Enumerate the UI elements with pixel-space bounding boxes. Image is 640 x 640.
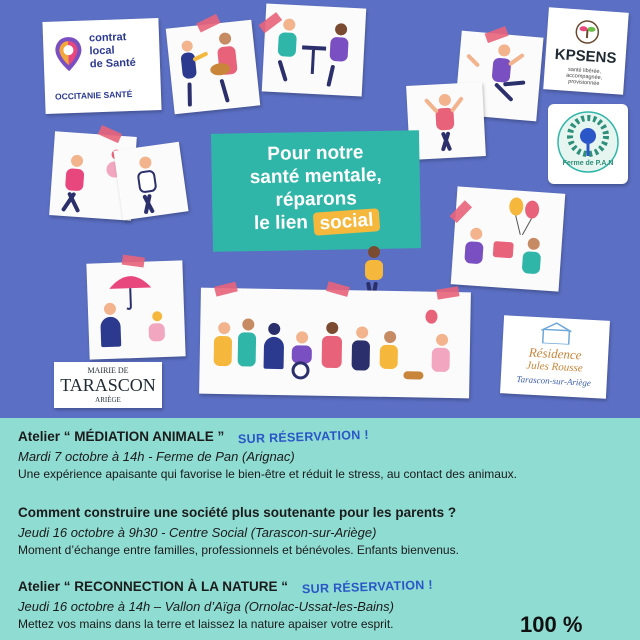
mairie-de-tarascon-logo (54, 362, 162, 408)
photo-card-musicians (166, 20, 261, 115)
headline-highlight: social (312, 208, 379, 236)
kpsens-tagline: santé libérée, accompagnée, provisionnée (565, 66, 603, 88)
kpsens-name: KPSENS (554, 45, 617, 68)
balloon-icon (424, 310, 438, 328)
reservation-badge: SUR RÉSERVATION ! (238, 427, 370, 447)
headline-line1: Pour notre (267, 142, 364, 165)
photo-card-crowd (199, 288, 471, 399)
residence-line2: Jules Rousse (525, 359, 584, 375)
photo-card-cafe (262, 3, 366, 96)
cls-line3: de Santé (89, 56, 136, 71)
mairie-line2: TARASCON (60, 375, 156, 395)
event-when: Jeudi 16 octobre à 14h – Vallon d’Aïga (Ornolac-Ussat-les-Bains) (18, 599, 394, 614)
building-icon (539, 321, 574, 345)
photo-card-kids-standing (113, 142, 188, 221)
event-when: Mardi 7 octobre à 14h - Ferme de Pan (Arignac) (18, 449, 295, 464)
photo-card-umbrella (86, 260, 185, 359)
residence-jules-rousse-logo (500, 315, 610, 398)
residence-line3: Tarascon-sur-Ariège (516, 374, 592, 388)
mairie-line1: MAIRIE DE (87, 366, 129, 375)
plant-icon (575, 19, 601, 45)
headline-card (211, 130, 421, 252)
event-item (18, 428, 517, 481)
residence-line1: Résidence (528, 344, 582, 363)
event-description: Mettez vos mains dans la terre et laissez la nature apaiser votre esprit. (18, 617, 394, 631)
cls-line2: local (89, 44, 115, 58)
event-description: Moment d’échange entre familles, professionnels et bénévoles. Enfants bienvenus. (18, 543, 459, 557)
kpsens-logo (543, 7, 629, 94)
free-badge: 100 % (520, 612, 583, 637)
reservation-badge: SUR RÉSERVATION ! (301, 577, 434, 597)
event-when: Jeudi 16 octobre à 9h30 - Centre Social (Tarascon-sur-Ariège) (18, 525, 377, 540)
event-item (18, 504, 459, 557)
headline-line3: réparons (275, 188, 357, 211)
event-title: Atelier “ MÉDIATION ANIMALE ” (18, 429, 225, 444)
balloon-icon (502, 194, 545, 237)
ferme-name: Ferme de P.A.N (562, 160, 614, 167)
event-item (18, 578, 433, 631)
event-description: Une expérience apaisante qui favorise le bien-être et réduit le stress, au contact des animaux. (18, 467, 517, 481)
headline-line2: santé mentale, (249, 164, 382, 189)
contrat-local-de-sante-logo (42, 18, 161, 114)
ferme-de-pan-logo (548, 104, 628, 184)
event-title: Comment construire une société plus soutenante pour les parents ? (18, 505, 457, 520)
mairie-line3: ARIÈGE (95, 396, 121, 404)
headline-line4-text: le lien (253, 212, 309, 235)
headline-line4 (212, 209, 420, 236)
photo-card-birthday (451, 186, 566, 291)
cls-line1: contrat (88, 31, 127, 45)
event-title: Atelier “ RECONNECTION À LA NATURE “ (18, 579, 289, 594)
cls-footer: OCCITANIE SANTÉ (54, 88, 133, 102)
map-pin-icon (53, 35, 84, 74)
